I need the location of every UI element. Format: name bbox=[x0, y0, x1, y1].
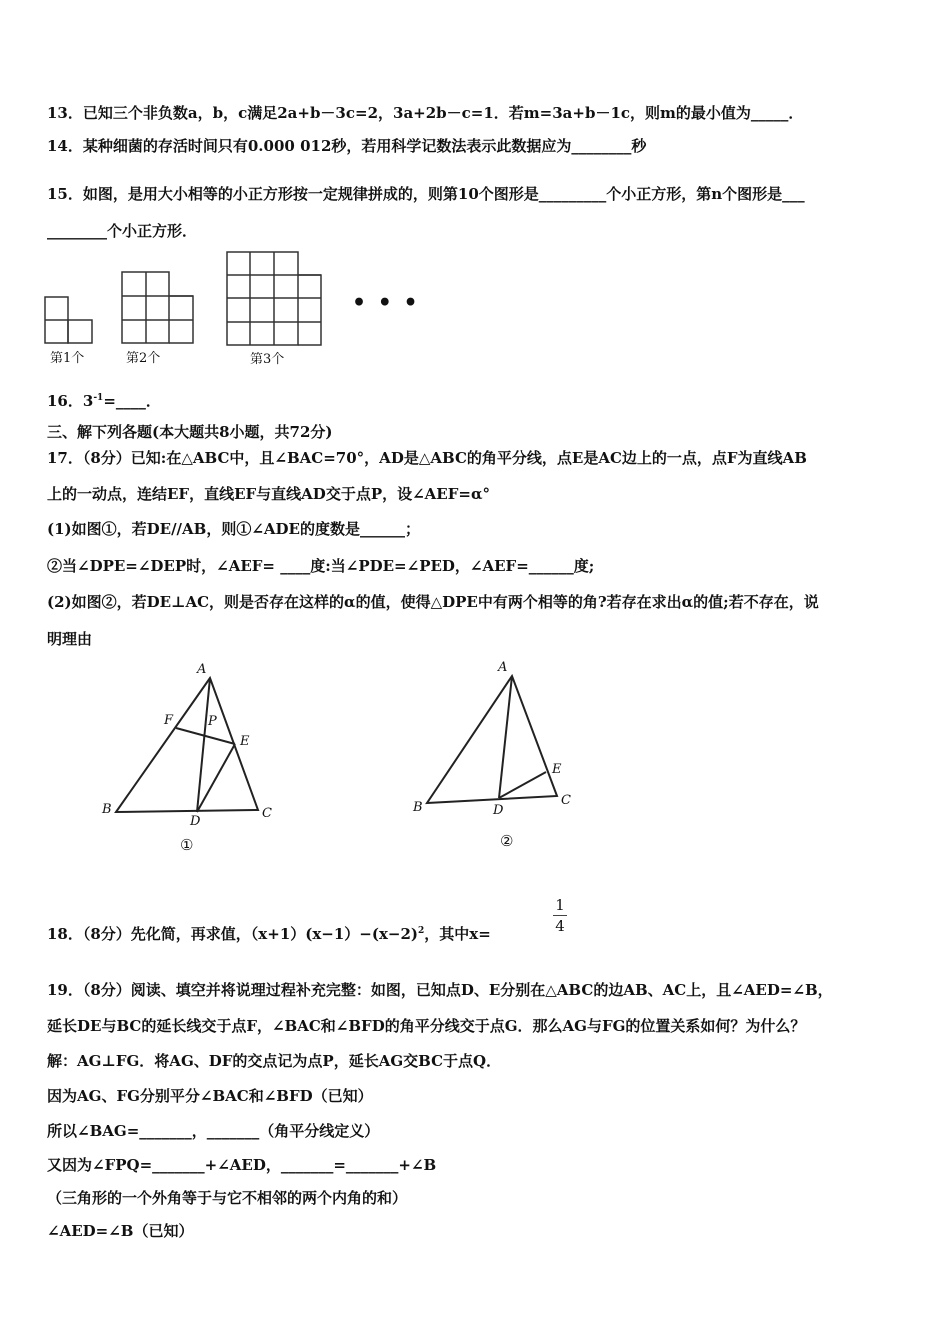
question-17-line: 上的一动点，连结EF，直线EF与直线AD交于点P，设∠AEF=α° bbox=[47, 485, 490, 503]
question-19-line: （三角形的一个外角等于与它不相邻的两个内角的和） bbox=[47, 1189, 408, 1207]
fig2-label-e: E bbox=[552, 762, 562, 777]
question-14: 14．某种细菌的存活时间只有0.000 012秒，若用科学记数法表示此数据应为________秒 bbox=[47, 137, 647, 155]
fraction-bar bbox=[553, 915, 567, 916]
question-17-line: (2)如图②，若DE⊥AC，则是否存在这样的α的值，使得△DPE中有两个相等的角?若存在求出α的值;若不存在，说 bbox=[47, 593, 819, 611]
fig1-label-e: E bbox=[240, 734, 250, 749]
question-17-line: 明理由 bbox=[47, 630, 93, 648]
pattern-3-label: 第3个 bbox=[250, 352, 285, 367]
q16-exponent: -1 bbox=[93, 393, 104, 403]
q18-tail: ，其中x= bbox=[424, 925, 491, 943]
ellipsis: • • • bbox=[352, 290, 420, 316]
fig1-label-b: B bbox=[102, 802, 112, 817]
triangle-figure-1 bbox=[116, 678, 258, 812]
question-18 bbox=[47, 921, 491, 944]
fig1-label-p: P bbox=[208, 714, 217, 729]
fraction-one-quarter bbox=[553, 896, 567, 935]
section-heading: 三、解下列各题(本大题共8小题，共72分) bbox=[47, 423, 333, 441]
pattern-3 bbox=[227, 252, 321, 345]
fig2-label-c: C bbox=[561, 793, 571, 808]
triangle-figure-2 bbox=[427, 676, 557, 803]
fig1-label-f: F bbox=[164, 713, 174, 728]
fig2-label-d: D bbox=[493, 803, 504, 818]
question-19-line: 19．（8分）阅读、填空并将说理过程补充完整：如图，已知点D、E分别在△ABC的边AB、AC上，且∠AED=∠B， bbox=[47, 981, 833, 999]
fig2-label-a: A bbox=[498, 660, 508, 675]
question-19-line: 又因为∠FPQ=_______+∠AED，_______=_______+∠B bbox=[47, 1156, 437, 1174]
question-16 bbox=[47, 388, 161, 411]
fraction-numerator: 1 bbox=[555, 896, 565, 914]
question-17-line: 17．（8分）已知:在△ABC中，且∠BAC=70°，AD是△ABC的角平分线，点E是AC边上的一点，点F为直线AB bbox=[47, 449, 807, 467]
fig2-label-b: B bbox=[413, 800, 423, 815]
question-15-line2: ________个小正方形． bbox=[47, 222, 198, 240]
fraction-denominator: 4 bbox=[555, 917, 565, 935]
question-19-line: 因为AG、FG分别平分∠BAC和∠BFD（已知） bbox=[47, 1087, 373, 1105]
question-13: 13．已知三个非负数a，b，c满足2a+b－3c=2，3a+2b－c=1．若m=3a+b－1c，则m的最小值为_____． bbox=[47, 104, 804, 122]
pattern-2-label: 第2个 bbox=[126, 351, 161, 366]
pattern-1 bbox=[45, 297, 92, 343]
q18-exponent: 2 bbox=[418, 926, 425, 936]
q16-base: 16．3 bbox=[47, 392, 94, 410]
pattern-1-label: 第1个 bbox=[50, 351, 85, 366]
q16-rest: =____． bbox=[103, 392, 161, 410]
question-19-line: 延长DE与BC的延长线交于点F，∠BAC和∠BFD的角平分线交于点G．那么AG与FG的位置关系如何？为什么？ bbox=[47, 1017, 806, 1035]
fig1-label-c: C bbox=[262, 806, 272, 821]
q18-text: 18．（8分）先化简，再求值，（x+1）(x−1）−(x−2) bbox=[47, 925, 419, 943]
question-15-line1: 15．如图，是用大小相等的小正方形按一定规律拼成的，则第10个图形是_________个小正方形，第n个图形是___ bbox=[47, 185, 805, 203]
question-19-line: ∠AED=∠B（已知） bbox=[47, 1222, 194, 1240]
fig1-label-d: D bbox=[190, 814, 201, 829]
question-17-line: (1)如图①，若DE//AB，则①∠ADE的度数是______； bbox=[47, 520, 420, 538]
question-17-line: ②当∠DPE=∠DEP时，∠AEF= ____度:当∠PDE=∠PED，∠AEF=______度; bbox=[47, 557, 595, 575]
fig1-label-a: A bbox=[197, 662, 207, 677]
question-19-line: 解：AG⊥FG．将AG、DF的交点记为点P，延长AG交BC于点Q． bbox=[47, 1052, 502, 1070]
fig2-caption: ② bbox=[500, 832, 514, 850]
pattern-2 bbox=[122, 272, 193, 343]
fig1-caption: ① bbox=[180, 836, 194, 854]
question-19-line: 所以∠BAG=_______，_______（角平分线定义） bbox=[47, 1122, 380, 1140]
